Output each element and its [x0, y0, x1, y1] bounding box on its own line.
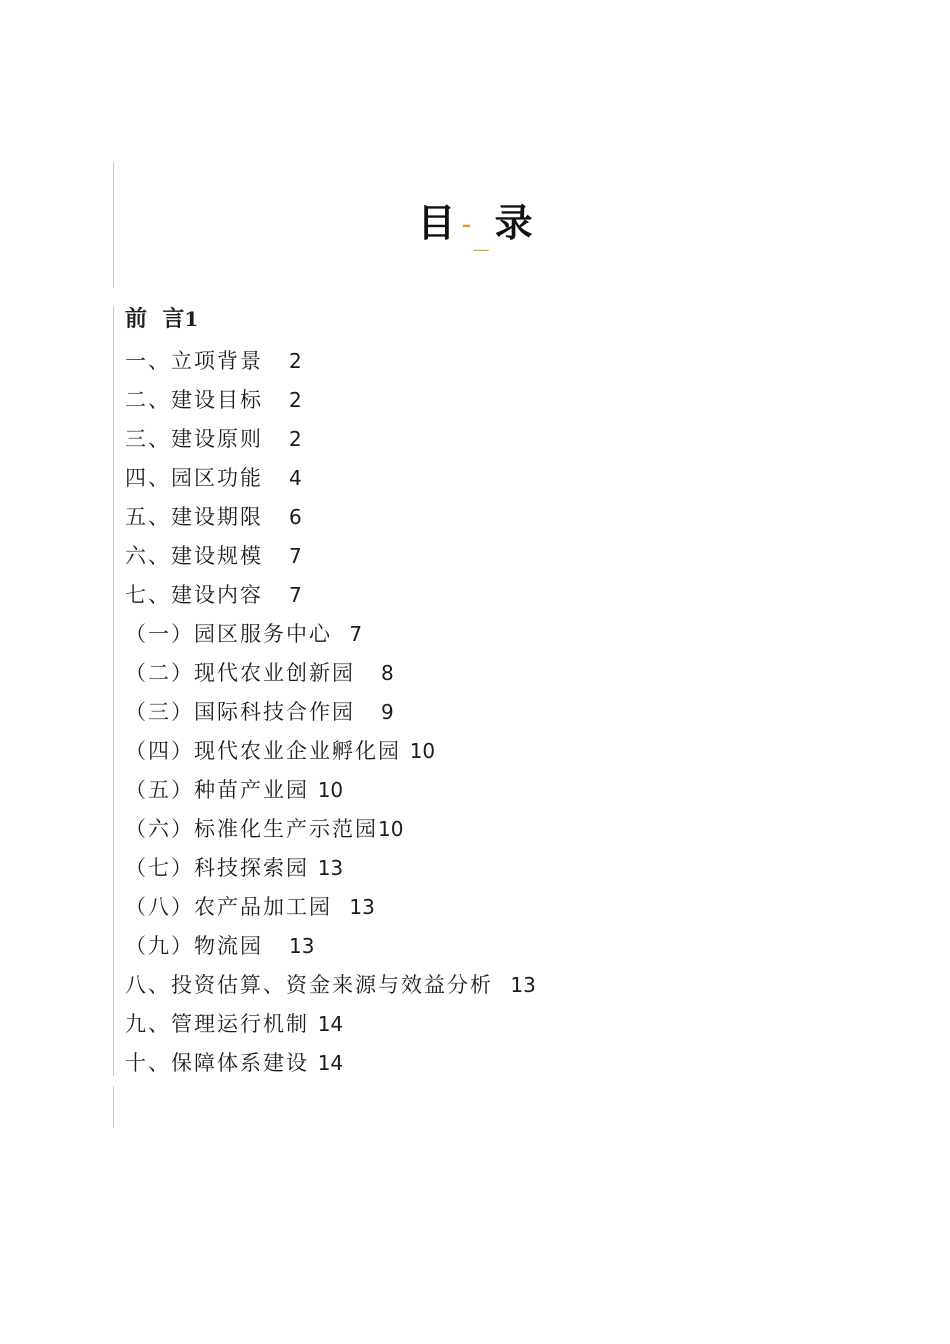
toc-entry-label: 八、投资估算、资金来源与效益分析: [125, 973, 493, 997]
toc-entry-page: 13: [317, 856, 344, 880]
toc-entry-label: （五）种苗产业园: [125, 778, 309, 802]
toc-entry-label: （二）现代农业创新园: [125, 661, 355, 685]
margin-rule-body: [113, 306, 114, 1076]
toc-entry-label: 六、建设规模: [125, 544, 263, 568]
toc-entry[interactable]: [125, 927, 825, 966]
toc-entry-label: （一）园区服务中心: [125, 622, 332, 646]
toc-entry-label: 前 言: [125, 306, 185, 332]
toc-entry-page: 7: [349, 622, 363, 646]
toc-entry-label: 九、管理运行机制: [125, 1012, 309, 1036]
toc-entry[interactable]: [125, 381, 825, 420]
toc-entry-label: 七、建设内容: [125, 583, 263, 607]
toc-entry-label: 十、保障体系建设: [125, 1051, 309, 1075]
toc-entry-label: （四）现代农业企业孵化园: [125, 739, 401, 763]
toc-entry-label: （六）标准化生产示范园: [125, 817, 378, 841]
toc-entry-page: 10: [378, 817, 404, 841]
toc-entry-page: 10: [409, 739, 436, 763]
toc-entry-page: 13: [289, 934, 315, 958]
toc-title-left: 目: [417, 200, 456, 245]
toc-entry-label: （八）农产品加工园: [125, 895, 332, 919]
toc-list: [125, 300, 825, 1083]
toc-entry-page: 13: [349, 895, 375, 919]
toc-entry-page: 7: [289, 583, 302, 607]
toc-entry-label: 三、建设原则: [125, 427, 263, 451]
toc-entry[interactable]: [125, 537, 825, 576]
toc-entry-label: 四、园区功能: [125, 466, 263, 490]
toc-entry[interactable]: [125, 615, 825, 654]
toc-entry-label: 二、建设目标: [125, 388, 263, 412]
toc-entry[interactable]: [125, 654, 825, 693]
toc-entry[interactable]: [125, 849, 825, 888]
toc-entry-page: 7: [289, 544, 302, 568]
toc-entry[interactable]: [125, 888, 825, 927]
toc-entry[interactable]: [125, 1044, 825, 1083]
title-separator-mark: -_: [461, 207, 489, 252]
toc-entry-page: 4: [289, 466, 302, 490]
toc-entry-page: 2: [289, 349, 302, 373]
toc-entry-label: （七）科技探索园: [125, 856, 309, 880]
toc-entry[interactable]: [125, 966, 825, 1005]
toc-entry[interactable]: [125, 342, 825, 381]
toc-entry-label: 五、建设期限: [125, 505, 263, 529]
toc-entry[interactable]: [125, 810, 825, 849]
toc-title-right: 录: [494, 200, 533, 245]
toc-entry-page: 2: [289, 427, 302, 451]
toc-entry[interactable]: [125, 576, 825, 615]
toc-entry-page: 1: [184, 307, 199, 331]
toc-entry-page: 2: [289, 388, 302, 412]
toc-entry-page: 8: [381, 661, 394, 685]
margin-rule-bottom: [113, 1086, 114, 1128]
toc-entry[interactable]: [125, 1005, 825, 1044]
toc-entry[interactable]: [125, 498, 825, 537]
toc-title: [0, 198, 950, 250]
toc-entry-page: 13: [510, 973, 536, 997]
toc-entry-page: 14: [317, 1012, 344, 1036]
toc-entry-page: 6: [289, 505, 302, 529]
toc-entry-page: 14: [317, 1051, 344, 1075]
toc-entry[interactable]: [125, 693, 825, 732]
toc-entry-label: （九）物流园: [125, 934, 263, 958]
toc-entry-preface[interactable]: [125, 300, 825, 342]
toc-entry-page: 10: [317, 778, 344, 802]
toc-entry-page: 9: [381, 700, 394, 724]
toc-entry-label: 一、立项背景: [125, 349, 263, 373]
toc-entry[interactable]: [125, 420, 825, 459]
toc-entry[interactable]: [125, 732, 825, 771]
toc-entry[interactable]: [125, 459, 825, 498]
toc-entry[interactable]: [125, 771, 825, 810]
toc-entry-label: （三）国际科技合作园: [125, 700, 355, 724]
